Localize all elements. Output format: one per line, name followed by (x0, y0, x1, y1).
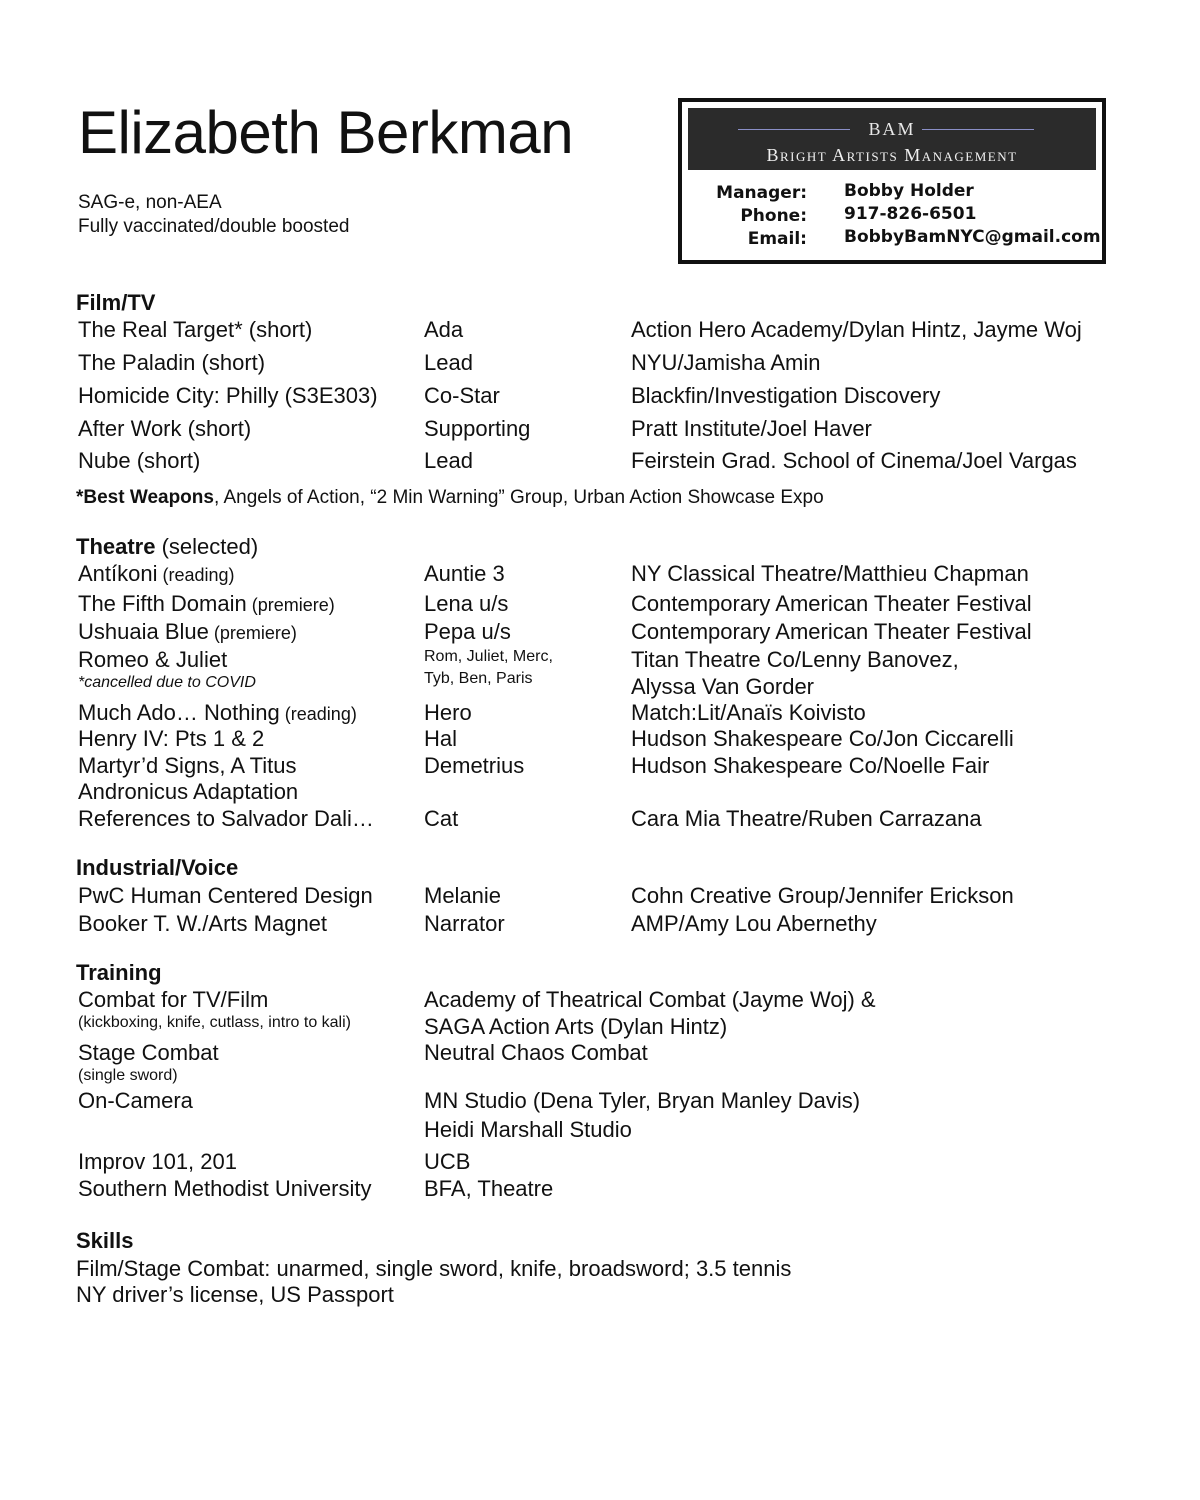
award-details: , Angels of Action, “2 Min Warning” Group, Urban Action Showcase Expo (213, 487, 824, 508)
manager-phone: 917-826-6501 (844, 204, 977, 224)
vaccination-status: Fully vaccinated/double boosted (78, 216, 350, 237)
credit-role: Cat (424, 806, 459, 831)
section-title-skills: Skills (76, 1228, 134, 1253)
training-row (0, 1039, 1200, 1089)
credit-role: Ada (424, 317, 464, 342)
credit-title: Antíkoni (78, 561, 158, 586)
credit-title: Romeo & Juliet (78, 647, 228, 672)
credit-company: Match:Lit/Anaïs Koivisto (631, 700, 866, 725)
training-subject: Improv 101, 201 (78, 1149, 237, 1174)
theatre-heading: Theatre (76, 534, 156, 559)
agency-full-name: Bright Artists Management (766, 145, 1018, 165)
credit-company: Contemporary American Theater Festival (631, 619, 1032, 644)
agency-logo-banner (688, 108, 1096, 170)
credit-role: Hero (424, 700, 472, 725)
credit-company-cont: Alyssa Van Gorder (631, 674, 815, 699)
credit-company: NYU/Jamisha Amin (631, 350, 821, 375)
credit-title: Booker T. W./Arts Magnet (78, 911, 328, 936)
credit-title: References to Salvador Dali… (78, 806, 374, 831)
credit-subtitle: (reading) (157, 565, 235, 585)
credit-title: The Paladin (short) (78, 350, 266, 375)
credit-role: Rom, Juliet, Merc, (424, 648, 553, 665)
section-title-training: Training (76, 960, 162, 985)
agency-short-name: BAM (868, 119, 916, 139)
credit-role: Demetrius (424, 753, 525, 778)
credit-title: The Fifth Domain (78, 591, 247, 616)
credit-role: Lead (424, 448, 473, 473)
manager-name: Bobby Holder (844, 181, 974, 201)
training-row (0, 1087, 1200, 1143)
training-school: UCB (424, 1149, 471, 1174)
section-title-theatre (76, 534, 258, 560)
manager-label: Manager: (716, 183, 807, 203)
credit-title: The Real Target* (short) (78, 317, 313, 342)
credit-company: Hudson Shakespeare Co/Noelle Fair (631, 753, 990, 778)
credit-company: Blackfin/Investigation Discovery (631, 383, 941, 408)
training-school: BFA, Theatre (424, 1176, 554, 1201)
credit-title: PwC Human Centered Design (78, 883, 373, 908)
credit-role: Lead (424, 350, 473, 375)
credit-subtitle: (premiere) (246, 595, 335, 615)
credit-title: Homicide City: Philly (S3E303) (78, 383, 378, 408)
credit-title: Ushuaia Blue (78, 619, 209, 644)
credit-subtitle: (reading) (279, 704, 357, 724)
credit-role: Pepa u/s (424, 619, 511, 644)
credit-company: Contemporary American Theater Festival (631, 591, 1032, 616)
credit-company: NY Classical Theatre/Matthieu Chapman (631, 561, 1029, 586)
credit-title: Martyr’d Signs, A Titus (78, 753, 297, 778)
union-status: SAG-e, non-AEA (78, 192, 222, 213)
credit-title: Henry IV: Pts 1 & 2 (78, 726, 265, 751)
training-detail: (single sword) (78, 1067, 178, 1084)
credit-company: AMP/Amy Lou Abernethy (631, 911, 877, 936)
credit-company: Action Hero Academy/Dylan Hintz, Jayme Woj (631, 317, 1082, 342)
training-subject: Southern Methodist University (78, 1176, 372, 1201)
credit-role: Supporting (424, 416, 531, 441)
email-label: Email: (747, 229, 807, 249)
credit-subtitle: (premiere) (208, 623, 297, 643)
credit-title-cont: Andronicus Adaptation (78, 779, 299, 804)
credit-title: Nube (short) (78, 448, 201, 473)
section-title-industrial: Industrial/Voice (76, 855, 239, 880)
credit-role: Narrator (424, 911, 505, 936)
credit-role: Hal (424, 726, 458, 751)
phone-label: Phone: (740, 206, 807, 226)
credit-company: Titan Theatre Co/Lenny Banovez, (631, 647, 959, 672)
training-school: Neutral Chaos Combat (424, 1040, 648, 1065)
credit-company: Cara Mia Theatre/Ruben Carrazana (631, 806, 982, 831)
credit-row (0, 646, 1200, 702)
theatre-qualifier: (selected) (155, 534, 259, 559)
training-school: Academy of Theatrical Combat (Jayme Woj) & (424, 987, 876, 1012)
credit-role: Auntie 3 (424, 561, 505, 586)
manager-email: BobbyBamNYC@gmail.com (844, 227, 1101, 247)
training-school-cont: SAGA Action Arts (Dylan Hintz) (424, 1014, 728, 1039)
credit-role: Co-Star (424, 383, 500, 408)
credit-role: Melanie (424, 883, 502, 908)
agency-contact-box (678, 98, 1106, 264)
credit-row (0, 752, 1200, 806)
training-school-cont: Heidi Marshall Studio (424, 1117, 632, 1142)
award-name: *Best Weapons (76, 487, 214, 508)
training-detail: (kickboxing, knife, cutlass, intro to kali) (78, 1014, 351, 1031)
actor-name: Elizabeth Berkman (78, 99, 574, 166)
credit-role: Lena u/s (424, 591, 509, 616)
skills-line: NY driver’s license, US Passport (76, 1282, 394, 1307)
credit-company: Feirstein Grad. School of Cinema/Joel Vargas (631, 448, 1077, 473)
credit-company: Pratt Institute/Joel Haver (631, 416, 872, 441)
credit-title: Much Ado… Nothing (78, 700, 280, 725)
training-subject: Combat for TV/Film (78, 987, 269, 1012)
credit-role-cont: Tyb, Ben, Paris (424, 670, 533, 687)
skills-line: Film/Stage Combat: unarmed, single sword, knife, broadsword; 3.5 tennis (76, 1256, 792, 1281)
credit-note: *cancelled due to COVID (78, 674, 256, 691)
training-subject: On-Camera (78, 1088, 193, 1113)
credit-title: After Work (short) (78, 416, 252, 441)
credit-company: Cohn Creative Group/Jennifer Erickson (631, 883, 1014, 908)
credit-company: Hudson Shakespeare Co/Jon Ciccarelli (631, 726, 1014, 751)
training-school: MN Studio (Dena Tyler, Bryan Manley Davis) (424, 1088, 861, 1113)
training-subject: Stage Combat (78, 1040, 219, 1065)
award-note (76, 486, 824, 510)
section-title-film-tv: Film/TV (76, 290, 156, 315)
training-row (0, 986, 1200, 1040)
